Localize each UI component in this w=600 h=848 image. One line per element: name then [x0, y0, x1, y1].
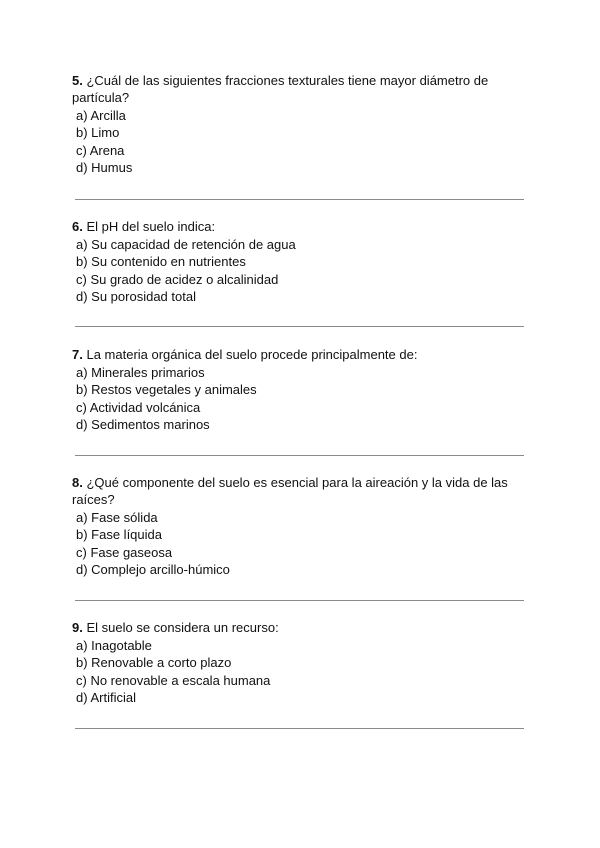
question-7-options	[72, 364, 524, 433]
answer-line-9	[75, 728, 524, 729]
question-8	[72, 474, 524, 578]
question-5-number: 5.	[72, 73, 83, 88]
option-8b: b) Fase líquida	[76, 527, 162, 543]
question-8-prompt: ¿Qué componente del suelo es esencial para la aireación y la vida de las raíces?	[72, 475, 508, 507]
question-9-options	[72, 637, 524, 706]
option-9b: b) Renovable a corto plazo	[76, 655, 232, 671]
option-8a: a) Fase sólida	[76, 510, 158, 525]
option-6d: d) Su porosidad total	[76, 288, 196, 304]
question-9-number: 9.	[72, 620, 83, 635]
question-8-options	[72, 509, 524, 578]
question-8-text	[72, 474, 524, 508]
option-6a: a) Su capacidad de retención de agua	[76, 237, 296, 252]
option-5d: d) Humus	[76, 159, 133, 175]
option-8c: c) Fase gaseosa	[76, 544, 173, 560]
question-5-text	[72, 72, 524, 106]
question-6-options	[72, 236, 524, 305]
question-6-prompt: El pH del suelo indica:	[86, 219, 216, 234]
option-5a: a) Arcilla	[76, 108, 126, 123]
answer-line-5	[75, 199, 524, 200]
question-7-text	[72, 346, 524, 363]
question-5	[72, 72, 524, 176]
option-7a: a) Minerales primarios	[76, 365, 205, 380]
option-7d: d) Sedimentos marinos	[76, 416, 210, 432]
question-9-text	[72, 619, 524, 636]
option-9c: c) No renovable a escala humana	[76, 672, 271, 688]
option-9d: d) Artificial	[76, 689, 136, 705]
answer-line-6	[75, 326, 524, 327]
question-8-number: 8.	[72, 475, 83, 490]
question-6-number: 6.	[72, 219, 83, 234]
question-9	[72, 619, 524, 706]
answer-line-8	[75, 600, 524, 601]
option-5c: c) Arena	[76, 142, 125, 158]
option-7c: c) Actividad volcánica	[76, 399, 201, 415]
question-7	[72, 346, 524, 433]
question-6-text	[72, 218, 524, 235]
option-6c: c) Su grado de acidez o alcalinidad	[76, 271, 279, 287]
question-6	[72, 218, 524, 305]
question-5-options	[72, 107, 524, 176]
answer-line-7	[75, 455, 524, 456]
option-8d: d) Complejo arcillo-húmico	[76, 561, 230, 577]
question-7-number: 7.	[72, 347, 83, 362]
option-5b: b) Limo	[76, 125, 120, 141]
option-7b: b) Restos vegetales y animales	[76, 382, 257, 398]
question-5-prompt: ¿Cuál de las siguientes fracciones texturales tiene mayor diámetro de partícula?	[72, 73, 489, 105]
question-9-prompt: El suelo se considera un recurso:	[86, 620, 279, 635]
option-6b: b) Su contenido en nutrientes	[76, 254, 246, 270]
option-9a: a) Inagotable	[76, 638, 152, 653]
question-7-prompt: La materia orgánica del suelo procede principalmente de:	[86, 347, 418, 362]
